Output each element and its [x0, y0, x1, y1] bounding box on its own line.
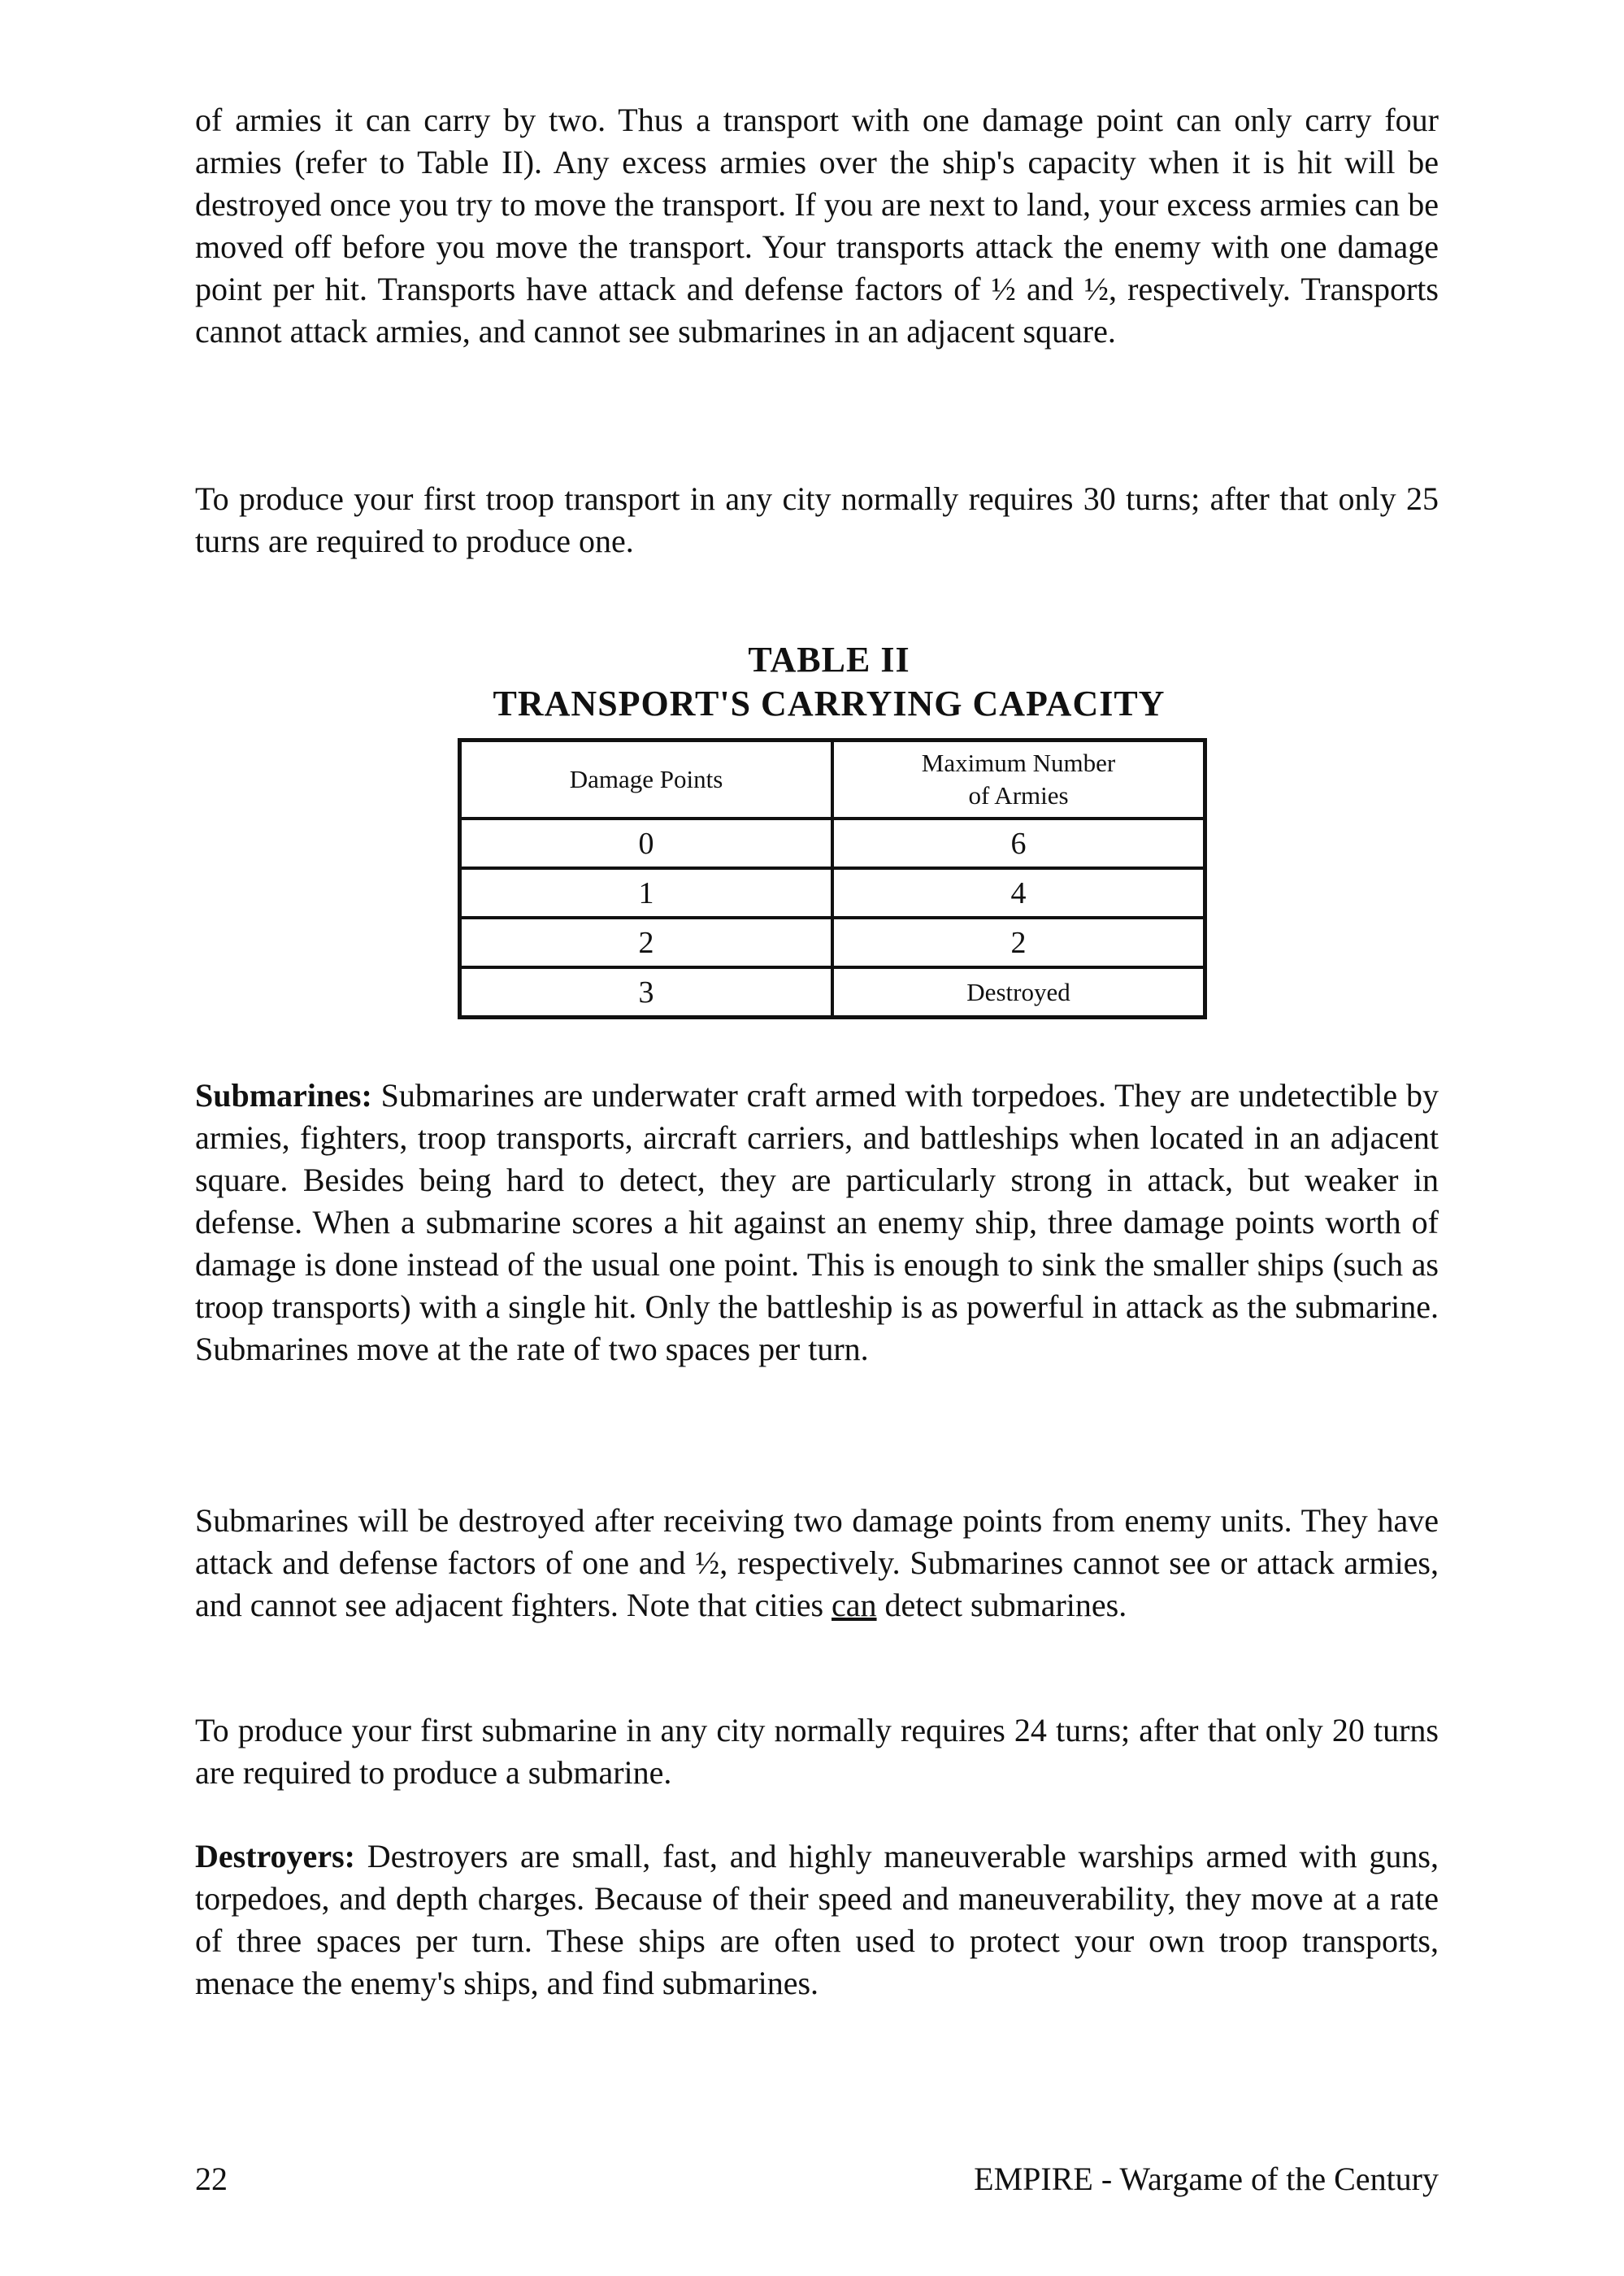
table-row [460, 967, 1205, 1018]
table-row [460, 868, 1205, 918]
cell-damage: 0 [460, 819, 833, 868]
page-number: 22 [195, 2161, 228, 2197]
cell-max-armies: 2 [832, 918, 1205, 967]
submarines-heading: Submarines: [195, 1077, 372, 1114]
table-row [460, 819, 1205, 868]
carrying-capacity-table [458, 738, 1207, 1019]
table-title [439, 638, 1219, 726]
paragraph-transport-capacity: of armies it can carry by two. Thus a transport with one damage point can only carry four armies (refer to Table II). Any excess armies over the ship's capacity when it is hit will be destroyed once you try to move the transport. If you are next to land, your excess armies can be moved off before you move the transport. Your transports attack the enemy with one damage point per hit. Transports have attack and defense factors of ½ and ½, respectively. Transports cannot attack armies, and cannot see submarines in an adjacent square. [195, 102, 1439, 350]
emphasis-can: can [832, 1587, 877, 1623]
cell-damage: 2 [460, 918, 833, 967]
header-max-armies-line2: of Armies [968, 781, 1069, 810]
submarines-description: Submarines are underwater craft armed with torpedoes. They are undetectible by armies, fighters, troop transports, aircraft carriers, and battleships when located in an adjacent square. Besides being hard to detect, they are particularly strong in attack, but weaker in defense. When a submarine scores a hit against an enemy ship, three damage points worth of damage is done instead of the usual one point. This is enough to sink the smaller ships (such as troop transports) with a single hit. Only the battleship is as powerful in attack as the submarine. Submarines move at the rate of two spaces per turn. [195, 1077, 1439, 1367]
submarine-damage-text-end: detect submarines. [876, 1587, 1127, 1623]
header-max-armies-line1: Maximum Number [921, 749, 1116, 777]
header-damage-points: Damage Points [460, 741, 833, 819]
paragraph-destroyers [195, 1835, 1439, 2005]
table-number: TABLE II [748, 640, 910, 680]
cell-damage: 3 [460, 967, 833, 1018]
table-row [460, 918, 1205, 967]
cell-damage: 1 [460, 868, 833, 918]
table-caption: TRANSPORT'S CARRYING CAPACITY [493, 684, 1166, 723]
cell-max-armies: 4 [832, 868, 1205, 918]
cell-max-armies: 6 [832, 819, 1205, 868]
destroyers-description: Destroyers are small, fast, and highly maneuverable warships armed with guns, torpedoes, and depth charges. Because of their speed and maneuverability, they move at a rate of three spaces per turn. These ships are often used to protect your own troop transports, menace the enemy's ships, and find submarines. [195, 1838, 1439, 2001]
table-header-row [460, 741, 1205, 819]
running-title: EMPIRE - Wargame of the Century [974, 2161, 1439, 2197]
paragraph-submarine-production: To produce your first submarine in any city normally requires 24 turns; after that only 20 turns are required to produce a submarine. [195, 1712, 1439, 1791]
header-max-armies [832, 741, 1205, 819]
paragraph-submarine-damage [195, 1500, 1439, 1627]
cell-max-armies: Destroyed [832, 967, 1205, 1018]
paragraph-submarines [195, 1075, 1439, 1370]
submarine-damage-text: Submarines will be destroyed after receiving two damage points from enemy units. They have attack and defense factors of one and ½, respectively. Submarines cannot see or attack armies, and cannot see adjacent fighters. Note that cities [195, 1502, 1439, 1623]
destroyers-heading: Destroyers: [195, 1838, 355, 1874]
paragraph-transport-production: To produce your first troop transport in any city normally requires 30 turns; after that only 25 turns are required to produce one. [195, 480, 1439, 559]
